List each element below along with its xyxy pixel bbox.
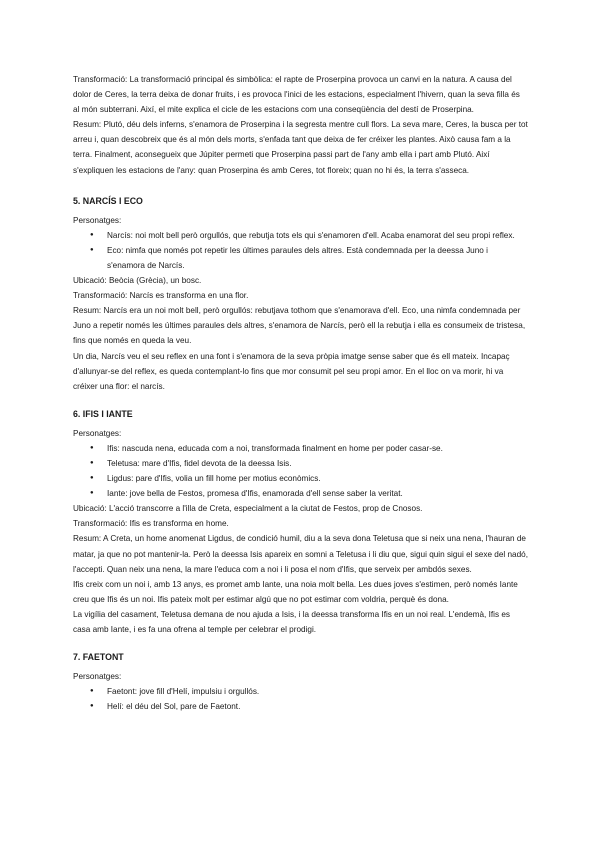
paragraph: Un dia, Narcís veu el seu reflex en una font i s'enamora de la seva pròpia imatge sense saber que és ell mateix. Incapaç d'allunyar-se del reflex, es queda contemplant-lo fins que mor consumit pel seu propi amor. En el lloc on va morir, hi va créixer una flor: el narcís.	[73, 351, 510, 391]
section-ifis-i-iante	[73, 407, 528, 637]
list-item: ● Ifis: nascuda nena, educada com a noi, transformada finalment en home per poder casar-se.	[107, 441, 528, 456]
personatges-label: Personatges:	[73, 428, 122, 438]
section-heading: 7. FAETONT	[73, 652, 124, 663]
top-resum: Resum: Plutó, déu dels inferns, s'enamora de Proserpina i la segresta mentre cull flors. La seva mare, Ceres, la busca per tot arreu i, quan descobreix que és al món dels morts, s'enfada tant que deixa de fer créixer les plantes. Això causa fam a la terra. Finalment, aconsegueix que Júpiter permeti que Proserpina passi part de l'any amb ella i part amb Plutó. Així s'expliquen les estacions de l'any: quan Proserpina és amb Ceres, tot floreix; quan no hi és, la terra s'asseca.	[73, 120, 528, 175]
personatges-list	[73, 441, 528, 501]
section-narcis-i-eco	[73, 194, 528, 394]
document-content	[73, 72, 528, 714]
resum: Resum: Narcís era un noi molt bell, però orgullós: rebutjava tothom que s'enamorava d'ell. Eco, una nimfa condemnada per Juno a repetir només les últimes paraules dels altres, s'enamora de Narcís, però ell la rebutja i ella es consumeix de tristesa, fins que només en queda la veu.	[73, 306, 526, 346]
list-item: ● Faetont: jove fill d'Helí, impulsiu i orgullós.	[107, 684, 528, 699]
paragraph: Ifis creix com un noi i, amb 13 anys, es promet amb Iante, una noia molt bella. Les dues joves s'estimen, però només Iante creu que Ifis és un noi. Ifis pateix molt per estimar algú que no pot estimar com voldria, perquè és dona.	[73, 579, 518, 604]
list-item: ● Eco: nimfa que només pot repetir les últimes paraules dels altres. Està condemnada per la deessa Juno i s'enamora de Narcís.	[107, 243, 528, 273]
resum: Resum: A Creta, un home anomenat Ligdus, de condició humil, diu a la seva dona Teletusa que si neix una nena, l'hauran de matar, ja que no pot mantenir-la. Però la deessa Isis apareix en somni a Teletusa i li diu que, sigui quin sigui el sexe del nadó, l'accepti. Quan neix una nena, la mare l'educa com a noi i li posa el nom d'Ifis, que serveix per ambdós sexes.	[73, 534, 528, 574]
section-heading: 6. IFIS I IANTE	[73, 408, 133, 419]
transformacio: Transformació: Narcís es transforma en una flor.	[73, 291, 249, 301]
list-item: ● Ligdus: pare d'Ifis, volia un fill home per motius econòmics.	[107, 471, 528, 486]
list-item: ● Helí: el déu del Sol, pare de Faetont.	[107, 699, 528, 714]
personatges-list	[73, 684, 528, 714]
list-item: ● Teletusa: mare d'Ifis, fidel devota de la deessa Isis.	[107, 456, 528, 471]
section-faetont	[73, 650, 528, 714]
section-heading: 5. NARCÍS I ECO	[73, 195, 143, 206]
transformacio: Transformació: Ifis es transforma en home.	[73, 519, 229, 529]
top-transformacio: Transformació: La transformació principal és simbòlica: el rapte de Proserpina provoca un canvi en la natura. A causa del dolor de Ceres, la terra deixa de donar fruits, i es provoca l'inici de les estacions, especialment l'hivern, quan la seva filla és al món subterrani. Així, el mite explica el cicle de les estacions com una conseqüència del destí de Proserpina.	[73, 75, 520, 115]
list-item: ● Narcís: noi molt bell però orgullós, que rebutja tots els qui s'enamoren d'ell. Acaba enamorat del seu propi reflex.	[107, 228, 528, 243]
list-item: ● Iante: jove bella de Festos, promesa d'Ifis, enamorada d'ell sense saber la veritat.	[107, 486, 528, 501]
personatges-label: Personatges:	[73, 672, 122, 682]
personatges-list	[73, 228, 528, 273]
ubicacio: Ubicació: L'acció transcorre a l'illa de Creta, especialment a la ciutat de Festos, prop de Cnosos.	[73, 504, 423, 514]
paragraph: La vigília del casament, Teletusa demana de nou ajuda a Isis, i la deessa transforma Ifis en un noi real. L'endemà, Ifis es casa amb Iante, i es fa una ofrena al temple per celebrar el prodigi.	[73, 609, 510, 634]
personatges-label: Personatges:	[73, 215, 122, 225]
ubicacio: Ubicació: Beòcia (Grècia), un bosc.	[73, 276, 202, 286]
